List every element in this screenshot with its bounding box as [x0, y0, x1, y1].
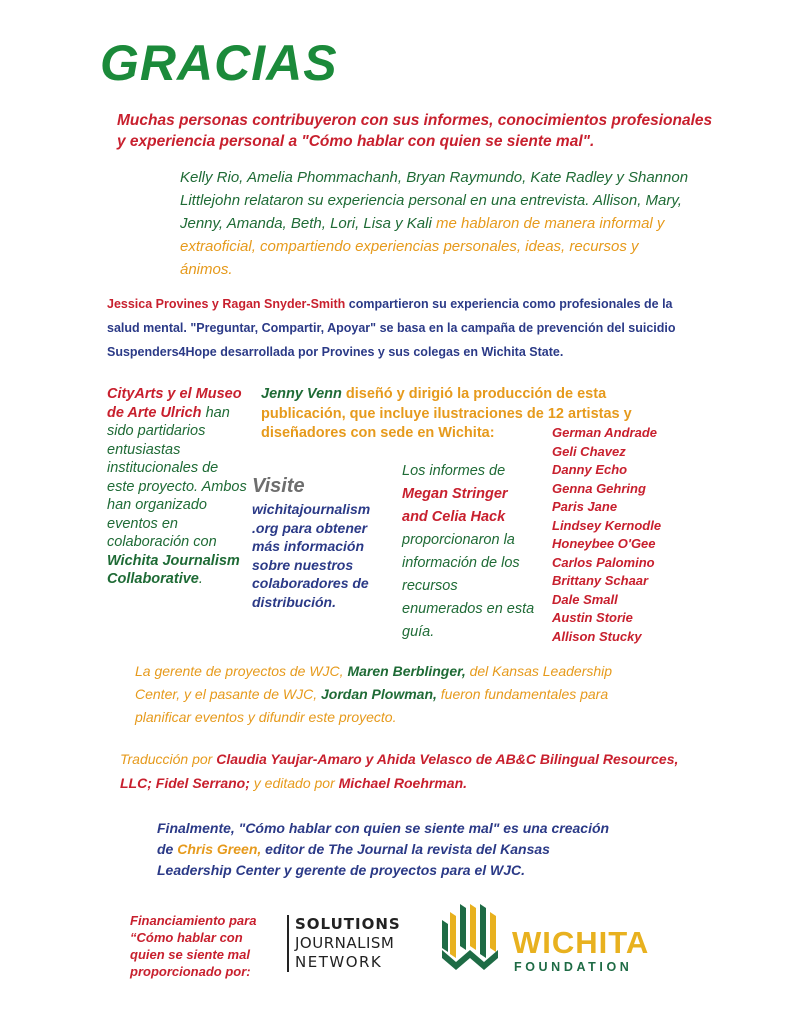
- artist-name: Brittany Schaar: [552, 573, 649, 588]
- mental-health-paragraph: [107, 292, 687, 364]
- partners-text: han sido partidarios entusiastas institucionales de este proyecto. Ambos han organizado eventos en colaboración con: [107, 404, 247, 550]
- designer-text: diseñó y dirigió la producción de esta publicación, que incluye ilustraciones de 12 artistas y diseñadores con sede en Wichita:: [261, 386, 632, 441]
- artist-name: Paris Jane: [552, 499, 618, 514]
- translation-text-2: y editado por: [253, 775, 335, 791]
- partners-names: CityArts y el Museo de Arte Ulrich: [107, 386, 242, 421]
- artist-name: Austin Storie: [552, 610, 633, 625]
- artist-name: Lindsey Kernodle: [552, 517, 662, 533]
- reports-paragraph: [402, 460, 537, 644]
- artist-name: Carlos Palomino: [552, 554, 655, 570]
- artist-name: Honeybee O'Gee: [552, 536, 656, 551]
- informal-sources-text: me hablaron de manera informal y extraoficial, compartiendo experiencias personales, ideas, recursos y ánimos.: [180, 215, 665, 278]
- sjn-line-1: SOLUTIONS: [295, 915, 401, 933]
- reports-names: Megan Stringer and Celia Hack: [402, 486, 508, 525]
- sjn-line-2: JOURNALISM: [295, 934, 395, 952]
- mental-health-names: Jessica Provines y Ragan Snyder-Smith: [107, 297, 346, 311]
- pm-text-3: fueron fundamentales para planificar eventos y difundir este proyecto.: [135, 686, 609, 725]
- creator-paragraph: [157, 818, 627, 881]
- creator-text-1: Finalmente, "Cómo hablar con quien se siente mal" es una creación de: [157, 820, 610, 857]
- artist-name: German Andrade: [552, 425, 657, 440]
- artist-name: Dale Small: [552, 591, 618, 607]
- partners-column: [107, 385, 247, 589]
- partners-org: Wichita Journalism Collaborative: [107, 552, 240, 587]
- artists-list: [552, 424, 661, 646]
- intro-paragraph: Muchas personas contribuyeron con sus informes, conocimientos profesionales y experiencia personal a "Cómo hablar con quien se siente mal".: [117, 112, 713, 150]
- visit-text: wichitajournalism .org para obtener más información sobre nuestros colaboradores de distribución.: [252, 501, 371, 610]
- creator-name: Chris Green,: [177, 841, 262, 857]
- partners-end: .: [198, 571, 203, 587]
- artist-name: Geli Chavez: [552, 443, 626, 459]
- wichita-name: WICHITA: [512, 925, 650, 960]
- contributors-paragraph: [180, 166, 690, 281]
- page-title: GRACIAS: [100, 35, 338, 91]
- designer-name: Jenny Venn: [261, 386, 342, 402]
- reports-pre: Los informes de: [402, 463, 506, 479]
- funding-text: Financiamiento para “Cómo hablar con quien se siente mal proporcionado por:: [130, 913, 257, 979]
- editor-name: Michael Roehrman.: [338, 775, 468, 791]
- pm-name-1: Maren Berblinger,: [347, 663, 466, 679]
- mental-health-text: compartieron su experiencia como profesionales de la salud mental. "Preguntar, Compartir, Apoyar" se basa en la campaña de prevención del suicidio Suspenders4Hope desarrollada por Provines y sus colegas en Wichita State.: [107, 297, 676, 359]
- translators-names: Claudia Yaujar-Amaro y Ahida Velasco de AB&C Bilingual Resources, LLC; Fidel Serrano;: [120, 751, 679, 791]
- artist-name: Danny Echo: [552, 462, 628, 477]
- artist-name: Allison Stucky: [552, 628, 642, 644]
- interviewees-text: Kelly Rio, Amelia Phommachanh, Bryan Raymundo, Kate Radley y Shannon Littlejohn relataron su experiencia personal en una entrevista. Allison, Mary, Jenny, Amanda, Beth, Lori, Lisa y Kali: [180, 169, 689, 232]
- sjn-line-3: NETWORK: [295, 953, 383, 971]
- visit-heading: Visite: [252, 475, 305, 497]
- translation-paragraph: [120, 747, 700, 795]
- translation-text-1: Traducción por: [120, 751, 213, 767]
- pm-text-2: del Kansas Leadership Center, y el pasante de WJC,: [135, 663, 613, 702]
- wichita-subtitle: FOUNDATION: [514, 960, 633, 974]
- reports-post: proporcionaron la información de los recursos enumerados en esta guía.: [402, 532, 535, 640]
- solutions-journalism-logo: [287, 915, 415, 972]
- wichita-wheat-icon: [436, 900, 506, 972]
- project-managers-paragraph: [135, 660, 655, 729]
- artist-name: Genna Gehring: [552, 480, 646, 496]
- creator-text-2: editor de The Journal la revista del Kansas Leadership Center y gerente de proyectos para el WJC.: [157, 841, 550, 878]
- pm-text-1: La gerente de proyectos de WJC,: [135, 663, 344, 679]
- pm-name-2: Jordan Plowman,: [320, 686, 437, 702]
